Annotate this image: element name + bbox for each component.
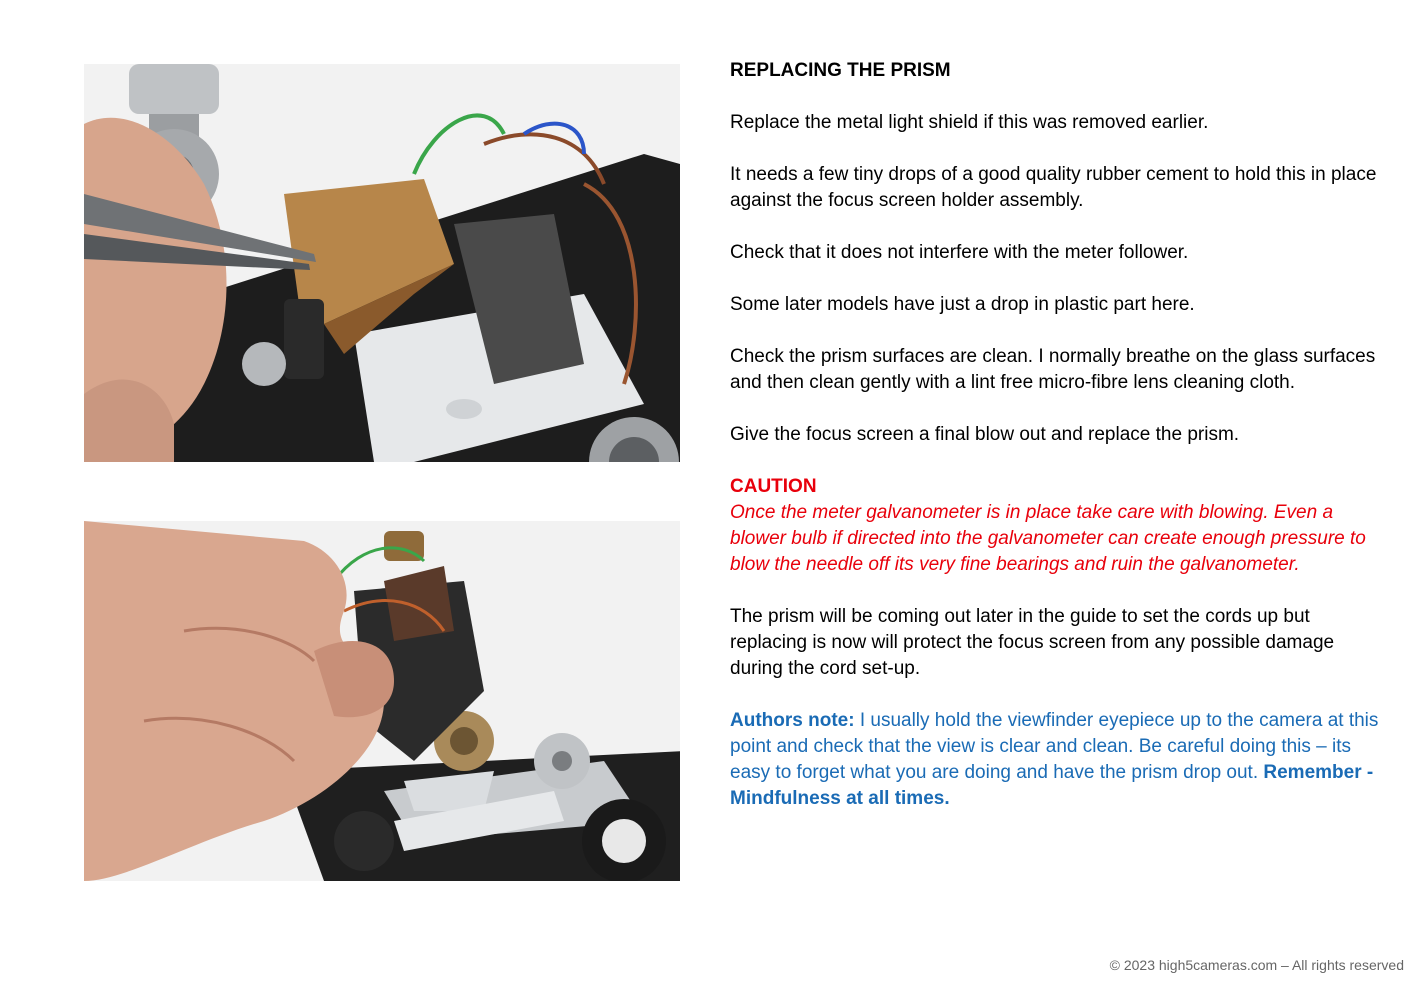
note-label: Authors note: xyxy=(730,710,855,731)
note-body: I usually hold the viewfinder eyepiece up to the camera at this point and check that the view is clear and clean. Be careful doing this – its easy to forget what you are doing and have the prism drop out. xyxy=(730,710,1379,783)
instruction-paragraph: The prism will be coming out later in the guide to set the cords up but replacing is now will protect the focus screen from any possible damage during the cord set-up. xyxy=(730,606,1335,679)
instructions-text xyxy=(730,58,1380,838)
instruction-paragraph: It needs a few tiny drops of a good quality rubber cement to hold this in place against the focus screen holder assembly. xyxy=(730,164,1377,211)
authors-note xyxy=(730,708,1380,812)
instruction-paragraph: Replace the metal light shield if this was removed earlier. xyxy=(730,112,1209,133)
photo-light-shield xyxy=(84,64,680,462)
copyright-footer: © 2023 high5cameras.com – All rights reserved xyxy=(1109,957,1404,973)
caution-block xyxy=(730,474,1380,578)
instruction-paragraph: Check the prism surfaces are clean. I normally breathe on the glass surfaces and then clean gently with a lint free micro-fibre lens cleaning cloth. xyxy=(730,346,1376,393)
caution-body: Once the meter galvanometer is in place take care with blowing. Even a blower bulb if directed into the galvanometer can create enough pressure to blow the needle off its very fine bearings and ruin the galvanometer. xyxy=(730,502,1366,575)
note-emphasis: Remember - Mindfulness at all times. xyxy=(730,762,1374,809)
instruction-paragraph: Check that it does not interfere with the meter follower. xyxy=(730,242,1189,263)
page-heading: REPLACING THE PRISM xyxy=(730,60,951,81)
instruction-paragraph: Some later models have just a drop in plastic part here. xyxy=(730,294,1195,315)
photo-prism-replacement xyxy=(84,521,680,881)
instruction-paragraph: Give the focus screen a final blow out and replace the prism. xyxy=(730,424,1240,445)
caution-title: CAUTION xyxy=(730,476,817,497)
